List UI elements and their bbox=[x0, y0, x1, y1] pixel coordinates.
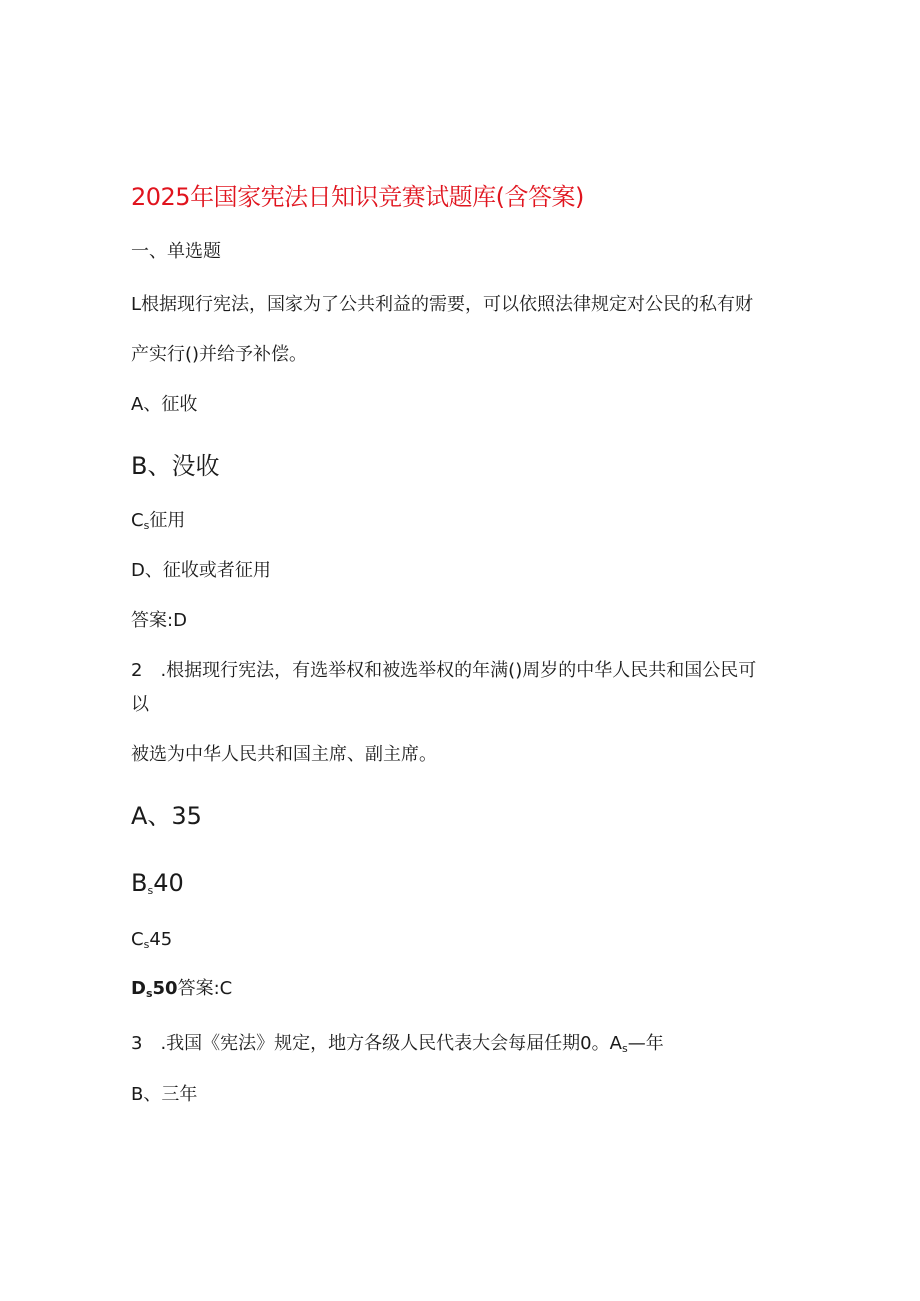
q2-option-b-letter: B bbox=[131, 869, 148, 897]
q1-option-b: B、没收 bbox=[131, 452, 220, 480]
q2-option-b-sub: s bbox=[147, 884, 154, 897]
q3-option-b: B、三年 bbox=[131, 1084, 198, 1105]
document-title: 2025年国家宪法日知识竞赛试题库(含答案) bbox=[131, 183, 584, 211]
q1-option-c bbox=[131, 512, 185, 531]
q1-stem-line2: 产实行()并给予补偿。 bbox=[131, 344, 308, 365]
q3-stem-sub: s bbox=[621, 1042, 628, 1055]
q2-option-c-letter: C bbox=[131, 929, 144, 950]
q2-option-c-sub: s bbox=[143, 938, 150, 951]
q2-option-b-text: 40 bbox=[153, 869, 184, 897]
q2-option-d-letter: D bbox=[131, 978, 146, 999]
q2-stem-line2: 被选为中华人民共和国主席、副主席。 bbox=[131, 744, 437, 765]
q2-option-c bbox=[131, 931, 172, 950]
q1-stem-line1: L根据现行宪法，国家为了公共利益的需要，可以依照法律规定对公民的私有财 bbox=[131, 294, 754, 315]
q2-option-d-answer bbox=[131, 980, 232, 999]
q1-option-c-sub: s bbox=[143, 519, 150, 532]
q1-option-d: D、征收或者征用 bbox=[131, 560, 271, 581]
q1-option-c-letter: C bbox=[131, 510, 144, 531]
q2-option-b bbox=[131, 871, 184, 896]
q2-option-d-text: 50 bbox=[152, 978, 178, 999]
q2-stem-text: .根据现行宪法，有选举权和被选举权的年满()周岁的中华人民共和国公民可 bbox=[160, 660, 757, 681]
q2-stem-wrap: 以 bbox=[131, 694, 149, 715]
q2-number: 2 bbox=[131, 660, 143, 681]
q3-stem-text: .我国《宪法》规定，地方各级人民代表大会每届任期0。A bbox=[160, 1033, 622, 1054]
q2-stem-line1 bbox=[131, 662, 756, 680]
q3-stem-line1 bbox=[131, 1035, 664, 1054]
q3-stem-end: —年 bbox=[627, 1033, 664, 1054]
section-heading: 一、单选题 bbox=[131, 241, 221, 262]
q2-answer: 答案:C bbox=[177, 978, 233, 999]
q1-option-c-text: 征用 bbox=[149, 510, 186, 531]
q1-answer: 答案:D bbox=[131, 610, 187, 631]
q2-option-a: A、35 bbox=[131, 802, 202, 830]
q2-option-d-sub: s bbox=[145, 987, 153, 1000]
q1-option-a: A、征收 bbox=[131, 394, 198, 415]
q3-number: 3 bbox=[131, 1033, 143, 1054]
q2-option-c-text: 45 bbox=[149, 929, 173, 950]
